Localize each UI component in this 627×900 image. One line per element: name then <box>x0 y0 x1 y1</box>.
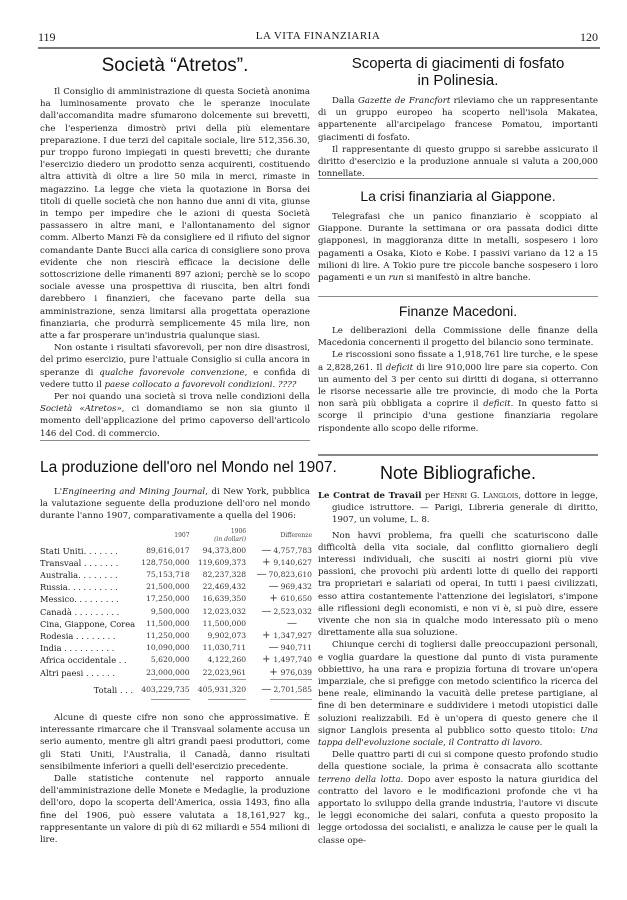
paragraph: Chiunque cerchi di togliersi dalle preoccupazioni personali, e voglia guardare la questione dal punto di vista puramente obbiettivo, ha una rara e propizia fortuna di trovare un'opera imparziale, che si prefigge con metodo scientifico la ricerca del bene reale, eliminando la vacuità delle pretese partigiane, al fine di ben determinare e suddividere i metodi utopistici dalle soluzioni realizzabili. Ed è un'opera di questo genere che il signor Langlois presenta al pubblico sotto questo titolo: Una tappa dell'evoluzione sociale, il Contratto di lavoro. <box>318 640 598 749</box>
value-1907: 128,750,000 <box>141 557 190 567</box>
value-1906: 82,237,328 <box>202 570 247 580</box>
value-1906: 16,639,350 <box>202 594 247 604</box>
country-cell: Transvaal . . . . . . . <box>40 557 119 568</box>
gold-production-table <box>40 527 312 700</box>
difference: + 610,650 <box>269 593 312 605</box>
table-row <box>40 557 312 569</box>
difference: + 1,347,927 <box>262 630 312 642</box>
paragraph: L'Engineering and Mining Journal, di New York, pubblica la valutazione seguente della produzione dell'oro nel mondo durante l'anno 1907, comparativamente a quella del 1906: <box>40 487 311 522</box>
value-1907: 5,620,000 <box>150 655 190 665</box>
table-row <box>40 545 312 557</box>
article-title: Finanze Macedoni. <box>398 303 518 319</box>
value-1907: 89,616,017 <box>146 545 190 555</box>
section-divider <box>318 178 598 179</box>
difference: + 1,497,740 <box>262 654 312 666</box>
article-title: La produzione dell'oro nel Mondo nel 1907. <box>40 459 337 476</box>
book-citation: Le Contrat de Travail per Henri G. Langlois, dottore in legge, giudice istruttore. — Parigi, Libreria generale di diritto, 1907, un volume, L. 8. <box>318 491 598 526</box>
value-1906: 12,023,032 <box>202 606 247 616</box>
value-1907: 21,500,000 <box>146 582 190 592</box>
paragraph: Non ostante i risultati sfavorevoli, per non dire disastrosi, del primo esercizio, pure l'attuale Consiglio si culla ancora in speranze di qualche favorevole convenzione, e confida di vedere tutto il paese collocato a favorevoli condizioni. ???? <box>40 343 310 390</box>
value-1907: 11,500,000 <box>146 618 190 628</box>
article-macedonian-finance <box>318 302 598 435</box>
value-1907: 11,250,000 <box>146 631 190 641</box>
col-header-diff: Differenze <box>280 531 312 539</box>
table-row <box>40 593 312 605</box>
table-row <box>40 606 312 618</box>
col-header-1907: 1907 <box>174 531 190 539</box>
article-japan-crisis <box>318 187 598 284</box>
paragraph: Le riscossioni sono fissate a 1,918,761 lire turche, e le spese a 2,828,261. Il deficit di lire 910,000 lire pare sia coperto. Con un aumento del 3 per cento sui diritti di dogana, si otterranno le risorse necessarie alle tre provincie, di modo che la Porta non sarà più obbligata a coprire il deficit. In questo fatto si scorge il principio d'una gestione finanziaria regolare rispondente allo scopo delle riforme. <box>318 350 599 434</box>
value-1906: 119,609,373 <box>197 557 247 567</box>
paragraph: Per noi quando una società si trova nelle condizioni della Società «Atretos», ci domandiamo se non sia giunto il momento dell'applicazione del primo capoverso dell'articolo 146 del Cod. di commercio. <box>40 392 310 439</box>
paragraph: Il Consiglio di amministrazione di questa Società anonima ha luminosamente provato che le speranze inoculate dall'accomandita madre sfumarono dolcemente sui brevetti, che l'esperienza dimostrò privi della più elementare preparazione. I due terzi del capitale sociale, lire 512,356.30, pur troppo furono impiegati in questi brevetti; che durante l'esercizio diedero un prodotto senza acquirenti, costituendo altra attività di oltre a lire 50 mila in merci, rimaste in magazzino. La legge che vieta la quotazione in Borsa dei titoli di quelle società che non hanno due anni di vita, giunse in tempo per impedire che le azioni di questa Società passassero in altre mani, e l'allontanamento del signor comm. Alberto Manzi Fè da consigliere ed il rifiuto del signor comandante Dante Bucci alla carica di consigliere sono prova evidente che non riescirà efficace la decisione delle sottoscrizione delle rimanenti 897 azioni; perchè se lo scopo sociale avesse una prospettiva di riuscita, ben altri fondi darebbero i finanzieri, che facevano parte della sua amministrazione, senza limitarsi alla progettata operazione finanziaria, che produrrà semplicemente 45 mila lire, non atte a far prosperare un'industria qualunque siasi. <box>40 87 310 342</box>
value-1906: 94,373,800 <box>202 545 247 555</box>
difference: — 70,823,610 <box>256 569 312 581</box>
difference: — 969,432 <box>268 581 312 593</box>
paragraph: Dalla Gazette de Francfort rileviamo che un rappresentante di un gruppo europeo ha scoperto nell'isola Makatea, appartenente all'arcipelago francese Pomatou, importanti giacimenti di fosfato. <box>318 96 599 143</box>
difference: — 940,711 <box>268 642 312 654</box>
table-total-row: Totali . . . 403,229,735 405,931,320 — 2,701,585 <box>93 683 312 695</box>
value-1906: 4,122,260 <box>207 655 247 665</box>
table-row <box>40 654 312 666</box>
country-cell: Messico. . . . . . . . . <box>40 594 119 605</box>
difference: — <box>287 617 297 629</box>
difference: — 2,523,032 <box>261 605 312 617</box>
page-number-left: 119 <box>38 30 56 44</box>
section-divider <box>40 440 310 441</box>
page-number-right: 120 <box>580 30 598 44</box>
paragraph: Delle quattro parti di cui si compone questo profondo studio della questione sociale, la prima è consacrata allo scottante terreno della lotta. Dopo aver esposto la natura giuridica del contratto del lavoro e le modificazioni profonde che vi ha apportato lo sviluppo della grande industria, l'autore vi discute le leggi economiche dei salari, confuta a questo proposito la legge ortodossa dei socialisti, e analizza le cause per le quali la classe ope- <box>318 750 599 846</box>
country-cell: India . . . . . . . . . . <box>40 643 115 654</box>
country-cell: Canadà . . . . . . . . . <box>40 606 120 617</box>
col-header-1906: 1906 (in dollari) <box>214 527 247 543</box>
table-header <box>40 527 312 545</box>
value-1906: 9,902,073 <box>207 631 247 641</box>
paragraph: Le deliberazioni della Commissione delle finanze della Macedonia concernenti il progetto del bilancio sono terminate. <box>318 326 598 349</box>
value-1906: 11,500,000 <box>202 618 247 628</box>
paragraph: Il rappresentante di questo gruppo si sarebbe assicurato il diritto d'esercizio e la produzione annuale si valuta a 200,000 tonnellate. <box>318 144 598 180</box>
journal-title: LA VITA FINANZIARIA <box>255 30 381 42</box>
table-row <box>40 569 312 581</box>
header-rule <box>38 47 600 49</box>
value-1907: 23,000,000 <box>146 667 190 677</box>
country-cell: Australia. . . . . . . . <box>40 570 118 581</box>
difference: — 4,757,783 <box>261 544 312 556</box>
paragraph: Dalle statistiche contenute nel rapporto annuale dell'amministrazione delle Monete e Medaglie, la produzione dell'oro, dopo la scoperta dell'America, ossia 1493, fino alla fine del 1906, può essere valutata a 18,161,927 kg., rappresentante un valore di più di 62 miliardi e 554 milioni di lire. <box>40 774 311 846</box>
difference: + 9,140,627 <box>262 556 312 568</box>
country-cell: Russia. . . . . . . . . . <box>40 582 118 593</box>
country-cell: Africa occidentale . . <box>40 655 127 666</box>
paragraph: Telegrafasi che un panico finanziario è scoppiato al Giappone. Durante la settimana or ora passata dodici ditte giapponesi, in maggioranza ditte in metalli, sospesero i loro pagamenti a Osaka, Kioto e Kobe. I passivi variano da 12 a 15 milioni di lire. A Tokio pure tre piccole banche sospesero i loro pagamenti e un run si manifestò in altre banche. <box>318 212 598 284</box>
country-cell: Cina, Giappone, Corea <box>40 618 136 629</box>
article-bibliographic-notes <box>318 462 598 847</box>
table-row <box>40 667 312 679</box>
article-title: Società “Atretos”. <box>101 55 249 76</box>
table-row <box>40 642 312 654</box>
section-divider <box>318 296 598 297</box>
article-phosphate <box>318 55 598 180</box>
value-1907: 17,250,000 <box>146 594 190 604</box>
paragraph: Alcune di queste cifre non sono che approssimative. È interessante rimarcare che il Transvaal solamente accusa un serio aumento, mentre gli altri grandi paesi produttori, come gli Stati Uniti, l'Australia, il Canadà, danno risultati sensibilmente inferiori a quelli dell'esercizio precedente. <box>40 713 310 772</box>
article-title: Scoperta di giacimenti di fosfato in Polinesia. <box>351 55 565 89</box>
value-1907: 9,500,000 <box>150 606 190 616</box>
country-cell: Altri paesi . . . . . . <box>40 667 115 678</box>
table-row <box>40 630 312 642</box>
difference: + 976,039 <box>269 666 312 678</box>
section-divider <box>318 454 598 456</box>
table-row <box>40 618 312 630</box>
value-1906: 11,030,711 <box>202 643 247 653</box>
paragraph: Non havvi problema, fra quelli che scaturiscono dalle difficoltà della vita sociale, dal conflitto giornaliero degli interessi individuali, che susciti ai nostri giorni più vive passioni, che provochi più ardenti lotte di quello dei rapporti tra proprietari e salariati od operai, In tutti i paesi civilizzati, esso attira costantemente l'attenzione dei legislatori, s'impone alle riflessioni degli economisti, e non vi è, si può dire, essere vivente che non sia in qualche modo interessato più o meno direttamente alla sua soluzione. <box>318 530 598 639</box>
value-1907: 10,090,000 <box>146 643 190 653</box>
value-1906: 22,023,961 <box>202 667 247 677</box>
country-cell: Stati Uniti. . . . . . . <box>40 545 118 556</box>
article-title: La crisi finanziaria al Giappone. <box>360 188 556 204</box>
value-1906: 22,469,432 <box>202 582 247 592</box>
country-cell: Rodesia . . . . . . . . <box>40 631 116 642</box>
running-header <box>38 30 598 46</box>
value-1907: 75,153,718 <box>146 570 190 580</box>
article-title: Note Bibliografiche. <box>379 463 537 483</box>
article-gold-production <box>40 458 337 846</box>
table-row <box>40 581 312 593</box>
article-atretos <box>40 55 310 440</box>
